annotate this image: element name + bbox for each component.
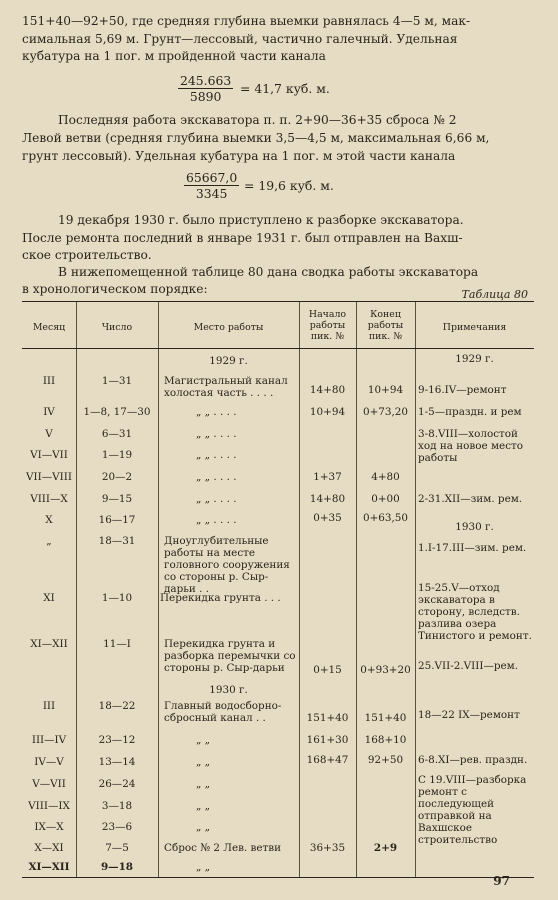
year-label: 1930 г. xyxy=(209,684,248,696)
paragraph-line: кубатура на 1 пог. м пройденной части канала xyxy=(22,49,326,63)
paragraph-line: ское строительство. xyxy=(22,248,152,262)
table-row: VI—VII xyxy=(30,449,68,461)
fraction-1 xyxy=(178,73,233,104)
fraction-2 xyxy=(184,170,239,201)
page-number: 97 xyxy=(493,874,510,888)
table-row: XI xyxy=(43,592,55,604)
table-row: III xyxy=(42,700,56,712)
header-start: Начало работы пик. № xyxy=(308,309,347,342)
table-row: IX—X xyxy=(34,821,64,833)
paragraph-line: Левой ветви (средняя глубина выемки 3,5—4,5 м, максимальная 6,66 м, xyxy=(22,131,490,145)
year-label: 1930 г. xyxy=(455,521,494,533)
header-notes: Примечания xyxy=(442,322,507,333)
paragraph-line: После ремонта последний в январе 1931 г. был отправлен на Вахш- xyxy=(22,231,463,245)
work-summary-table: Месяц Число Место работы Начало работы пик. № Конец работы пик. № Примечания 1929 г. 1929 г. 1930 г. 1930 г. III 1—31 Магистральный канал холостая часть . . . . 14+80 10+94 9-16.IV—ремонт IV 1—8, 17—30 „ „ . . . . 10+94 0+73,20 1-5—праздн. и рем V 6—31 „ „ . . . . 3-8.VIII—холостой ход на новое место работы VI—VII 1—19 „ „ . . . . VII—VIII 20—2 „ „ . . . . 1+37 4+80 VIII—X 9—15 „ „ . . . . 14+80 0+00 2-31.XII—зим. рем. X 16—17 „ „ . . . . 0+35 0+63,50 „ 18—31 Дноуглубительные работы на месте головного сооружения со стороны р. Сыр-дарьи . . 1.I-17.III—зим. рем. XI 1—10 Перекидка грунта . . . 15-25.V—отход экскаватора в сторону, вследств. разлива озера Тинистого и ремонт. XI—XII 11—I Перекидка грунта и разборка перемычки со стороны р. Сыр-дарьи 0+15 0+93+20 25.VII-2.VIII—рем. III 18—22 Главный водосборно-сбросный канал . . 151+40 151+40 18—22 IX—ремонт III—IV 23—12 „ „ 161+30 168+10 IV—V 13—14 „ „ 168+47 92+50 6-8.XI—рев. праздн. V—VII 26—24 „ „ С 19.VIII—разборка ремонт с последующей отправкой на Вахшское строительство VIII—IX 3—18 „ „ IX—X 23—6 „ „ X—XI 7—5 Сброс № 2 Лев. ветви 36+35 2+9 XI—XII 9—18 „ „ xyxy=(22,301,534,878)
table-row: X—XI xyxy=(34,842,64,854)
paragraph-line: в хронологическом порядке: xyxy=(22,282,208,296)
table-row: III—IV xyxy=(31,734,67,746)
table-row: IV—V xyxy=(34,756,64,768)
paragraph-line: В нижепомещенной таблице 80 дана сводка работы экскаватора xyxy=(58,265,479,279)
header-place: Место работы xyxy=(193,322,264,333)
table-row: X xyxy=(45,514,53,526)
header-month: Месяц xyxy=(32,322,66,333)
year-label: 1929 г. xyxy=(209,355,248,367)
fraction-numerator: 245.663 xyxy=(180,73,232,88)
fraction-result: = 19,6 куб. м. xyxy=(244,178,334,193)
paragraph-line: Последняя работа экскаватора п. п. 2+90—36+35 сброса № 2 xyxy=(58,113,457,127)
header-day: Число xyxy=(101,322,133,333)
table-row: XI—XII xyxy=(28,861,70,873)
table-row: XI—XII xyxy=(30,638,68,650)
table-row: „ xyxy=(46,535,52,547)
paragraph-line: 151+40—92+50, где средняя глубина выемки равнялась 4—5 м, мак- xyxy=(22,14,471,28)
table-row: IV xyxy=(43,406,55,418)
header-end: Конец работы пик. № xyxy=(367,309,404,342)
table-row: VIII—IX xyxy=(28,800,70,812)
table-row: V xyxy=(45,428,53,440)
paragraph-line: грунт лессовый). Удельная кубатура на 1 пог. м этой части канала xyxy=(22,149,456,163)
paragraph-line: симальная 5,69 м. Грунт—лессовый, частично галечный. Удельная xyxy=(22,32,458,46)
paragraph-line: 19 декабря 1930 г. было приступлено к разборке экскаватора. xyxy=(58,213,464,227)
table-row: VIII—X xyxy=(30,493,68,505)
table-row: III xyxy=(42,375,56,387)
table-row: V—VII xyxy=(32,778,66,790)
table-caption: Таблица 80 xyxy=(461,288,528,301)
year-label: 1929 г. xyxy=(455,353,494,365)
fraction-numerator: 65667,0 xyxy=(186,170,238,185)
fraction-denominator: 3345 xyxy=(195,186,228,201)
fraction-denominator: 5890 xyxy=(189,89,222,104)
fraction-result: = 41,7 куб. м. xyxy=(240,81,330,96)
table-row: VII—VIII xyxy=(26,471,72,483)
